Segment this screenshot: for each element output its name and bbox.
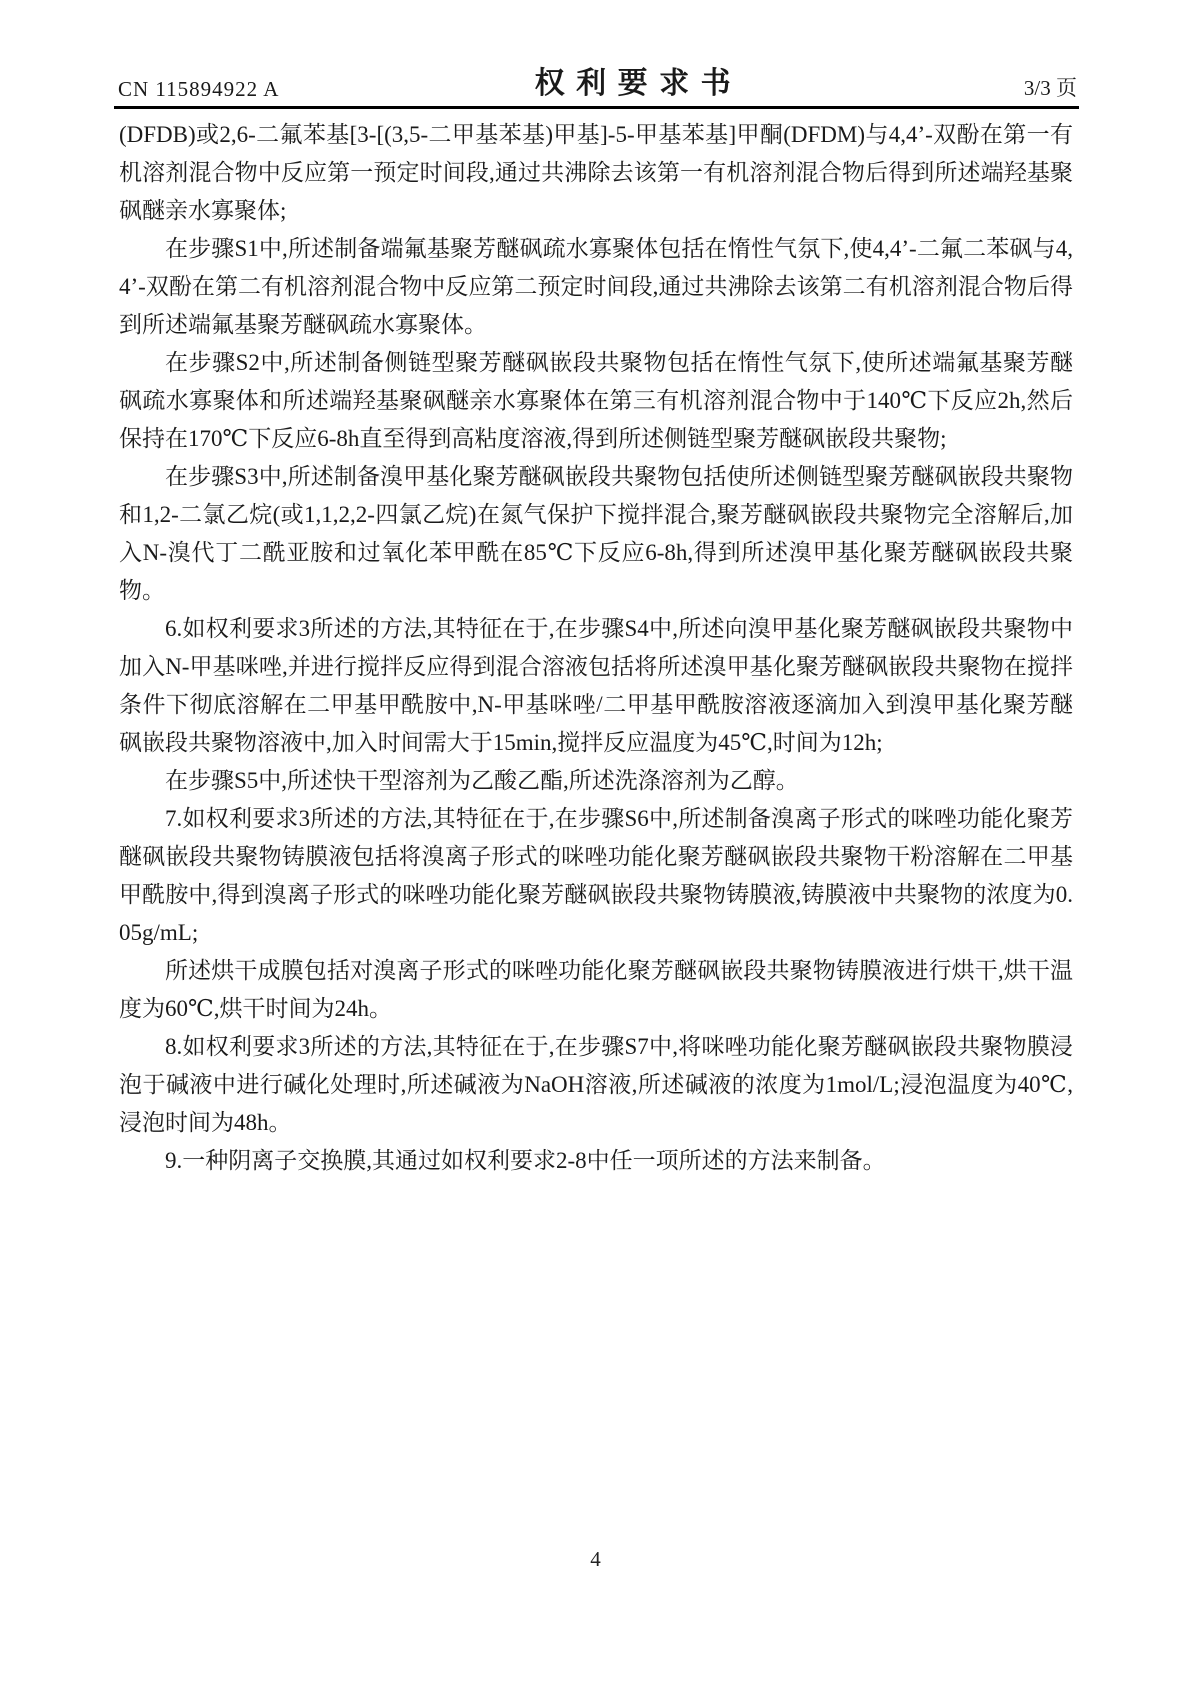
document-title: 权 利 要 求 书 — [534, 67, 733, 100]
page-number: 4 — [590, 1547, 601, 1571]
claim-paragraph: 在步骤S5中,所述快干型溶剂为乙酸乙酯,所述洗涤溶剂为乙醇。 — [165, 768, 799, 793]
claim-paragraph: 在步骤S3中,所述制备溴甲基化聚芳醚砜嵌段共聚物包括使所述侧链型聚芳醚砜嵌段共聚物和1,2-二氯乙烷(或1,1,2,2-四氯乙烷)在氮气保护下搅拌混合,聚芳醚砜嵌段共聚物完全溶解后,加入N-溴代丁二酰亚胺和过氧化苯甲酰在85℃下反应6-8h,得到所述溴甲基化聚芳醚砜嵌段共聚物。 — [119, 464, 1073, 603]
claim-paragraph: 9.一种阴离子交换膜,其通过如权利要求2-8中任一项所述的方法来制备。 — [165, 1148, 886, 1173]
header-divider — [114, 106, 1079, 109]
page-footer — [0, 1547, 1191, 1572]
publication-number: CN 115894922 A — [118, 77, 280, 101]
claim-paragraph: (DFDB)或2,6-二氟苯基[3-[(3,5-二甲基苯基)甲基]-5-甲基苯基]甲酮(DFDM)与4,4’-双酚在第一有机溶剂混合物中反应第一预定时间段,通过共沸除去该第一有机溶剂混合物后得到所述端羟基聚砜醚亲水寡聚体; — [119, 122, 1073, 223]
sheet-indicator: 3/3 页 — [1023, 76, 1077, 100]
claim-paragraph: 6.如权利要求3所述的方法,其特征在于,在步骤S4中,所述向溴甲基化聚芳醚砜嵌段共聚物中加入N-甲基咪唑,并进行搅拌反应得到混合溶液包括将所述溴甲基化聚芳醚砜嵌段共聚物在搅拌条件下彻底溶解在二甲基甲酰胺中,N-甲基咪唑/二甲基甲酰胺溶液逐滴加入到溴甲基化聚芳醚砜嵌段共聚物溶液中,加入时间需大于15min,搅拌反应温度为45℃,时间为12h; — [119, 616, 1073, 755]
claim-paragraph: 7.如权利要求3所述的方法,其特征在于,在步骤S6中,所述制备溴离子形式的咪唑功能化聚芳醚砜嵌段共聚物铸膜液包括将溴离子形式的咪唑功能化聚芳醚砜嵌段共聚物干粉溶解在二甲基甲酰胺中,得到溴离子形式的咪唑功能化聚芳醚砜嵌段共聚物铸膜液,铸膜液中共聚物的浓度为0.05g/mL; — [119, 806, 1073, 945]
claim-paragraph: 在步骤S2中,所述制备侧链型聚芳醚砜嵌段共聚物包括在惰性气氛下,使所述端氟基聚芳醚砜疏水寡聚体和所述端羟基聚砜醚亲水寡聚体在第三有机溶剂混合物中于140℃下反应2h,然后保持在170℃下反应6-8h直至得到高粘度溶液,得到所述侧链型聚芳醚砜嵌段共聚物; — [119, 350, 1073, 451]
claim-paragraph: 所述烘干成膜包括对溴离子形式的咪唑功能化聚芳醚砜嵌段共聚物铸膜液进行烘干,烘干温度为60℃,烘干时间为24h。 — [119, 958, 1073, 1021]
claims-text-block — [119, 116, 1073, 1180]
claim-paragraph: 8.如权利要求3所述的方法,其特征在于,在步骤S7中,将咪唑功能化聚芳醚砜嵌段共聚物膜浸泡于碱液中进行碱化处理时,所述碱液为NaOH溶液,所述碱液的浓度为1mol/L;浸泡温度为40℃,浸泡时间为48h。 — [119, 1034, 1073, 1135]
claim-paragraph: 在步骤S1中,所述制备端氟基聚芳醚砜疏水寡聚体包括在惰性气氛下,使4,4’-二氟二苯砜与4,4’-双酚在第二有机溶剂混合物中反应第二预定时间段,通过共沸除去该第二有机溶剂混合物后得到所述端氟基聚芳醚砜疏水寡聚体。 — [119, 236, 1073, 337]
page-header — [118, 58, 1077, 102]
